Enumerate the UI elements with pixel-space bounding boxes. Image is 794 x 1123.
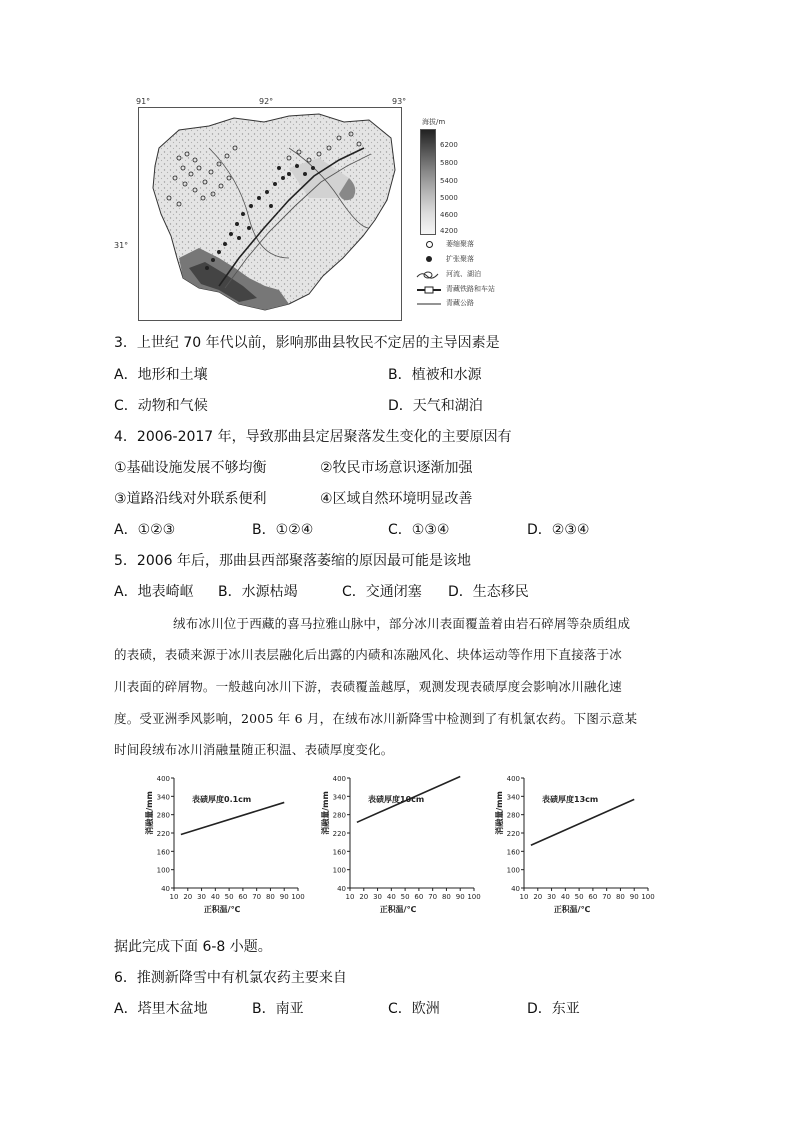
- y-tick-label: 100: [332, 866, 346, 875]
- y-tick-label: 400: [156, 775, 170, 783]
- elev-4200: 4200: [440, 227, 458, 235]
- q3-stem: 3．上世纪 70 年代以前，影响那曲县牧民不定居的主导因素是: [114, 335, 500, 351]
- x-tick-label: 40: [386, 893, 396, 901]
- series-line: [181, 802, 284, 834]
- x-tick-label: 40: [560, 893, 570, 901]
- lon-label-91: 91°: [136, 97, 151, 106]
- q6-option-a: A．塔里木盆地: [114, 1001, 208, 1017]
- q3-option-c: C．动物和气候: [114, 398, 208, 414]
- q4-statement-3: ③道路沿线对外联系便利: [114, 491, 267, 507]
- y-tick-label: 40: [161, 885, 170, 893]
- passage-line-5: 时间段绒布冰川消融量随正积温、表碛厚度变化。: [114, 742, 394, 757]
- x-tick-label: 40: [210, 893, 220, 901]
- x-tick-label: 100: [641, 893, 655, 901]
- y-tick-label: 220: [506, 830, 520, 838]
- instruction-6-8: 据此完成下面 6-8 小题。: [114, 939, 272, 955]
- x-tick-label: 80: [265, 893, 275, 901]
- x-tick-label: 70: [252, 893, 262, 901]
- x-axis-label: 正积温/℃: [379, 905, 417, 914]
- y-axis-label: 消融量/mm: [145, 791, 154, 835]
- q5-option-c: C．交通闭塞: [342, 584, 422, 600]
- y-tick-label: 280: [506, 811, 520, 820]
- passage-line-3: 川表面的碎屑物。一般越向冰川下游，表碛覆盖越厚，观测发现表碛厚度会影响冰川融化速: [114, 679, 623, 694]
- q5-option-a: A．地表崎岖: [114, 584, 194, 600]
- legend-railway: 青藏铁路和车站: [446, 285, 495, 293]
- q3-option-b: B．植被和水源: [388, 367, 482, 383]
- y-tick-label: 340: [332, 793, 346, 802]
- thickness-annotation: 表碛厚度0.1cm: [192, 795, 252, 804]
- x-tick-label: 10: [345, 893, 355, 901]
- elev-5800: 5800: [440, 159, 458, 167]
- ablation-chart-1: [142, 770, 312, 920]
- y-axis-label: 消融量/mm: [321, 791, 330, 835]
- x-tick-label: 60: [414, 893, 424, 901]
- x-tick-label: 50: [400, 893, 410, 901]
- elevation-ramp: [420, 129, 436, 235]
- x-tick-label: 80: [615, 893, 625, 901]
- nagqu-terrain-map: [139, 108, 401, 320]
- x-axis-label: 正积温/℃: [553, 905, 591, 914]
- legend-expanding: 扩张聚落: [446, 255, 474, 263]
- map-figure: [114, 97, 532, 322]
- thickness-annotation: 表碛厚度13cm: [542, 795, 599, 804]
- legend-shrinking: 萎缩聚落: [446, 240, 474, 248]
- y-tick-label: 220: [156, 830, 170, 838]
- q3-option-d: D．天气和湖泊: [388, 398, 483, 414]
- elev-6200: 6200: [440, 141, 458, 149]
- y-tick-label: 340: [156, 793, 170, 802]
- lon-label-93: 93°: [392, 97, 407, 106]
- x-tick-label: 30: [547, 893, 557, 901]
- q3-option-a: A．地形和土壤: [114, 367, 208, 383]
- legend-river-lake: 河流、湖泊: [446, 270, 481, 278]
- q5-option-d: D．生态移民: [448, 584, 529, 600]
- q6-option-d: D．东亚: [527, 1001, 580, 1017]
- filled-circle-icon: [426, 256, 432, 262]
- y-axis-label: 消融量/mm: [495, 791, 504, 835]
- q4-option-c: C．①③④: [388, 522, 450, 538]
- x-tick-label: 60: [588, 893, 598, 901]
- y-tick-label: 40: [511, 885, 520, 893]
- x-tick-label: 20: [183, 893, 193, 901]
- x-tick-label: 30: [197, 893, 207, 901]
- x-tick-label: 20: [359, 893, 369, 901]
- q4-statement-2: ②牧民市场意识逐渐加强: [320, 460, 473, 476]
- x-tick-label: 90: [455, 893, 465, 901]
- x-tick-label: 90: [629, 893, 639, 901]
- legend-highway: 青藏公路: [446, 299, 474, 307]
- q5-option-b: B．水源枯竭: [218, 584, 298, 600]
- x-tick-label: 70: [428, 893, 438, 901]
- ablation-chart-2: [318, 770, 488, 920]
- q6-stem: 6．推测新降雪中有机氯农药主要来自: [114, 970, 347, 986]
- q4-option-a: A．①②③: [114, 522, 176, 538]
- x-axis-label: 正积温/℃: [203, 905, 241, 914]
- passage-line-2: 的表碛，表碛来源于冰川表层融化后出露的内碛和冻融风化、块体运动等作用下直接落于冰: [114, 647, 623, 662]
- y-tick-label: 280: [332, 811, 346, 820]
- q4-stem: 4．2006-2017 年，导致那曲县定居聚落发生变化的主要原因有: [114, 429, 512, 445]
- river-lake-icon: [416, 269, 440, 281]
- x-tick-label: 10: [519, 893, 529, 901]
- y-tick-label: 160: [332, 848, 346, 857]
- y-tick-label: 220: [332, 830, 346, 838]
- elev-5000: 5000: [440, 194, 458, 202]
- x-tick-label: 100: [291, 893, 305, 901]
- x-tick-label: 20: [533, 893, 543, 901]
- lat-label-31: 31°: [114, 241, 129, 250]
- y-tick-label: 280: [156, 811, 170, 820]
- ablation-chart-3: [492, 770, 662, 920]
- q4-option-d: D．②③④: [527, 522, 590, 538]
- x-tick-label: 100: [467, 893, 481, 901]
- q4-statement-1: ①基础设施发展不够均衡: [114, 460, 267, 476]
- y-tick-label: 160: [506, 848, 520, 857]
- x-tick-label: 90: [279, 893, 289, 901]
- hollow-circle-icon: [426, 241, 433, 248]
- passage-line-4: 度。受亚洲季风影响，2005 年 6 月，在绒布冰川新降雪中检测到了有机氯农药。下图示意某: [114, 711, 638, 726]
- railway-station-icon: [416, 285, 442, 295]
- q6-option-c: C．欧洲: [388, 1001, 440, 1017]
- x-tick-label: 50: [574, 893, 584, 901]
- elev-5400: 5400: [440, 177, 458, 185]
- x-tick-label: 80: [441, 893, 451, 901]
- highway-icon: [416, 301, 442, 307]
- y-tick-label: 400: [506, 775, 520, 783]
- x-tick-label: 60: [238, 893, 248, 901]
- series-line: [531, 799, 634, 845]
- x-tick-label: 30: [373, 893, 383, 901]
- y-tick-label: 400: [332, 775, 346, 783]
- q4-option-b: B．①②④: [252, 522, 314, 538]
- y-tick-label: 100: [156, 866, 170, 875]
- q6-option-b: B．南亚: [252, 1001, 304, 1017]
- legend-title: 海拔/m: [422, 118, 446, 126]
- lon-label-92: 92°: [259, 97, 274, 106]
- y-tick-label: 160: [156, 848, 170, 857]
- q4-statement-4: ④区域自然环境明显改善: [320, 491, 473, 507]
- x-tick-label: 50: [224, 893, 234, 901]
- thickness-annotation: 表碛厚度10cm: [368, 795, 425, 804]
- elev-4600: 4600: [440, 211, 458, 219]
- q5-stem: 5．2006 年后，那曲县西部聚落萎缩的原因最可能是该地: [114, 553, 471, 569]
- map-frame: [138, 107, 402, 321]
- x-tick-label: 10: [169, 893, 179, 901]
- y-tick-label: 40: [337, 885, 346, 893]
- x-tick-label: 70: [602, 893, 612, 901]
- y-tick-label: 100: [506, 866, 520, 875]
- y-tick-label: 340: [506, 793, 520, 802]
- passage-line-1: 绒布冰川位于西藏的喜马拉雅山脉中，部分冰川表面覆盖着由岩石碎屑等杂质组成: [173, 616, 631, 631]
